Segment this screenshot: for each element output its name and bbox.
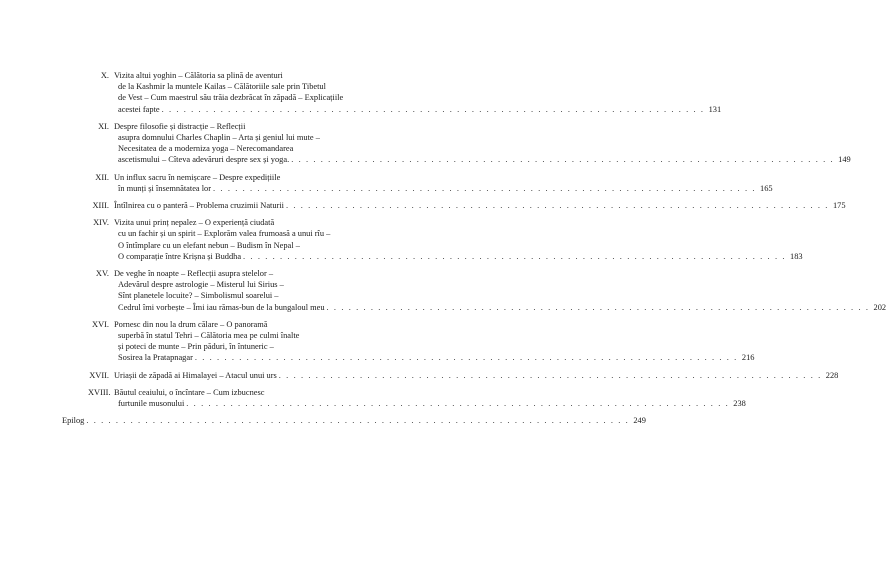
page-number: 249	[633, 416, 646, 426]
chapter-description	[62, 415, 646, 426]
chapter-last-line	[114, 200, 846, 211]
chapter-line: O întîmplare cu un elefant nebun – Budism în Nepal –	[118, 240, 300, 250]
chapter-line: acestei fapte	[118, 104, 160, 114]
chapter-line: ascetismului – Cîteva adevăruri despre sex și yoga.	[118, 155, 290, 165]
toc-entry-epilog	[62, 415, 646, 426]
toc-entry-xvi	[88, 319, 755, 364]
chapter-line: de la Kashmir la muntele Kailas – Călătoriile sale prin Tibetul	[118, 82, 326, 92]
chapter-line: Adevărul despre astrologie – Misterul lui Sirius –	[118, 280, 284, 290]
chapter-line: O comparație între Krișna și Buddha	[118, 251, 242, 261]
chapter-description	[114, 200, 846, 211]
chapter-number: XI.	[98, 121, 109, 131]
dot-leader	[211, 183, 758, 194]
chapter-line: Despre filosofie și distracție – Reflecții	[114, 121, 246, 131]
chapter-number: XVII.	[89, 370, 109, 380]
chapter-number: XVI.	[92, 319, 109, 329]
chapter-line: Uriașii de zăpadă ai Himalayei – Atacul unui urs	[114, 370, 277, 380]
page-number: 149	[838, 155, 851, 165]
chapter-last-line	[114, 302, 886, 313]
chapter-number: X.	[100, 71, 109, 80]
dot-leader	[289, 154, 836, 165]
toc-entry-xi	[88, 121, 851, 166]
chapter-line: în munți și însemnătatea lor	[118, 183, 212, 193]
dot-leader	[241, 251, 788, 262]
chapter-description	[114, 387, 746, 409]
chapter-line: Sînt planetele locuite? – Simbolismul soarelui –	[118, 291, 279, 301]
chapter-description	[114, 70, 721, 115]
toc-entry-xiii	[88, 200, 846, 211]
chapter-description	[114, 217, 803, 262]
chapter-line: Întîlnirea cu o panteră – Problema cruzimii Naturii	[114, 201, 284, 211]
dot-leader	[193, 352, 740, 363]
dot-leader	[325, 302, 872, 313]
chapter-last-line	[114, 104, 721, 115]
chapter-line: Sosirea la Pratapnagar	[118, 353, 193, 363]
page-number: 131	[708, 104, 722, 114]
page-number: 183	[790, 251, 803, 261]
page-number: 175	[832, 201, 846, 211]
page-number: 202	[873, 302, 886, 312]
chapter-description	[114, 370, 838, 381]
dot-leader	[84, 415, 631, 426]
chapter-last-line	[114, 154, 851, 165]
chapter-line: Un influx sacru în nemișcare – Despre expedițiile	[114, 172, 281, 182]
toc-entry-x	[88, 70, 722, 115]
chapter-line: De veghe în noapte – Reflecții asupra stelelor –	[114, 269, 274, 279]
toc-entry-xvii	[88, 370, 839, 381]
page-number: 228	[825, 370, 839, 380]
chapter-line: superbă în statul Tehri – Călătoria mea pe culmi înalte	[118, 331, 300, 341]
chapter-line: și poteci de munte – Prin păduri, în întuneric –	[118, 342, 274, 352]
chapter-last-line	[114, 251, 803, 262]
page-number: 238	[733, 399, 746, 409]
toc-entry-xv	[88, 268, 886, 313]
chapter-line: Cedrul îmi vorbește – Îmi iau rămas-bun de la bungaloul meu	[118, 302, 325, 312]
chapter-line: cu un fachir și un spirit – Explorăm valea frumoasă a unui rîu –	[118, 229, 331, 239]
chapter-last-line	[114, 183, 773, 194]
page-number: 165	[760, 183, 773, 193]
chapter-line: Vizita altui yoghin – Călătoria sa plină de aventuri	[114, 71, 283, 80]
toc-entry-xii	[88, 172, 773, 194]
chapter-number: XIII.	[92, 201, 109, 211]
chapter-last-line	[62, 415, 646, 426]
chapter-line: furtunile musonului	[118, 399, 185, 409]
chapter-line: Necesitatea de a moderniza yoga – Nerecomandarea	[118, 144, 294, 154]
dot-leader	[284, 200, 831, 211]
chapter-line: Vizita unui prinț nepalez – O experiență ciudată	[114, 218, 275, 228]
chapter-number: XV.	[95, 269, 109, 279]
dot-leader	[277, 370, 824, 381]
chapter-description	[114, 268, 886, 313]
toc-entry-xiv	[88, 217, 803, 262]
chapter-line: Băutul ceaiului, o încîntare – Cum izbucnesc	[114, 387, 265, 397]
chapter-number: XIV.	[93, 218, 109, 228]
chapter-line: de Vest – Cum maestrul său trăia dezbrăcat în zăpadă – Explicațiile	[118, 93, 344, 103]
toc-entry-xviii	[88, 387, 746, 409]
epilog-label: Epilog	[62, 416, 85, 426]
table-of-contents	[62, 70, 886, 432]
dot-leader	[184, 398, 731, 409]
chapter-last-line	[114, 352, 754, 363]
chapter-last-line	[114, 370, 838, 381]
chapter-number: XII.	[95, 172, 109, 182]
chapter-line: Pornesc din nou la drum călare – O panoramă	[114, 319, 268, 329]
page-number: 216	[741, 353, 755, 363]
chapter-description	[114, 121, 851, 166]
chapter-number: XVIII.	[88, 387, 111, 397]
chapter-description	[114, 319, 754, 364]
chapter-line: asupra domnului Charles Chaplin – Arta și geniul lui mute –	[118, 133, 320, 143]
chapter-description	[114, 172, 773, 194]
dot-leader	[160, 104, 707, 115]
chapter-last-line	[114, 398, 746, 409]
